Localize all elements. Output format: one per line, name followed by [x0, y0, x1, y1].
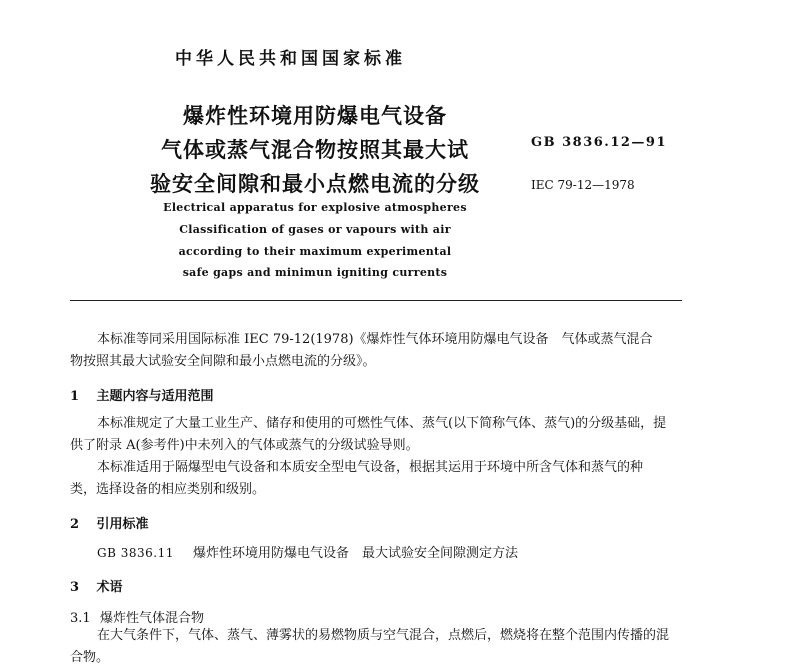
section-1-p1-line-1: 本标准规定了大量工业生产、储存和使用的可燃性气体、蒸气(以下简称气体、蒸气)的分级基础，提: [97, 416, 667, 431]
intro-line-1: 本标准等同采用国际标准 IEC 79-12(1978)《爆炸性气体环境用防爆电气设备 气体或蒸气混合: [97, 332, 653, 347]
section-2-number: 2: [70, 517, 80, 532]
english-title-line-4: safe gaps and minimun igniting currents: [182, 266, 448, 279]
section-1-number: 1: [70, 389, 80, 404]
referenced-standard-code: GB 3836.11: [97, 546, 174, 560]
section-2-heading: [70, 513, 149, 532]
intro-paragraph: [70, 329, 686, 373]
subsection-3-1-line-1: 在大气条件下，气体、蒸气、薄雾状的易燃物质与空气混合，点燃后，燃烧将在整个范围内传播的混: [97, 628, 670, 643]
gb-standard-code: GB 3836.12—91: [531, 135, 668, 150]
subsection-3-1-heading: [70, 607, 204, 626]
section-3-heading: [70, 576, 123, 595]
chinese-title-line-1: 爆炸性环境用防爆电气设备: [183, 104, 447, 128]
section-1-title: 主题内容与适用范围: [96, 389, 214, 404]
section-1-heading: [70, 385, 214, 404]
english-title-line-3: according to their maximum experimental: [178, 245, 452, 258]
intro-line-2: 物按照其最大试验安全间隙和最小点燃电流的分级》。: [70, 354, 376, 369]
section-3-title: 术语: [96, 580, 123, 595]
subsection-3-1-number: 3.1: [70, 611, 91, 626]
english-title-line-1: Electrical apparatus for explosive atmospheres: [163, 201, 467, 214]
subsection-3-1-paragraph: [70, 625, 686, 669]
english-title-line-2: Classification of gases or vapours with air: [179, 223, 451, 236]
referenced-standard: [97, 542, 518, 561]
section-1-p2-line-1: 本标准适用于隔爆型电气设备和本质安全型电气设备，根据其运用于环境中所含气体和蒸气的种: [97, 460, 644, 475]
section-1-p1-line-2: 供了附录 A(参考件)中未列入的气体或蒸气的分级试验导则。: [70, 438, 419, 453]
subsection-3-1-line-2: 合物。: [70, 650, 110, 665]
national-standard-heading: 中华人民共和国国家标准: [175, 49, 406, 69]
referenced-standard-title: 爆炸性环境用防爆电气设备 最大试验安全间隙测定方法: [193, 546, 519, 561]
iec-standard-code: IEC 79-12—1978: [531, 178, 635, 192]
section-1-paragraph-2: [70, 457, 686, 501]
section-3-number: 3: [70, 580, 80, 595]
chinese-title-line-2: 气体或蒸气混合物按照其最大试: [161, 138, 469, 162]
section-1-p2-line-2: 类，选择设备的相应类别和级别。: [70, 482, 266, 497]
section-2-title: 引用标准: [96, 517, 149, 532]
chinese-title-line-3: 验安全间隙和最小点燃电流的分级: [150, 172, 480, 196]
title-divider: [70, 300, 682, 301]
subsection-3-1-title: 爆炸性气体混合物: [100, 611, 205, 626]
section-1-paragraph-1: [70, 413, 686, 457]
